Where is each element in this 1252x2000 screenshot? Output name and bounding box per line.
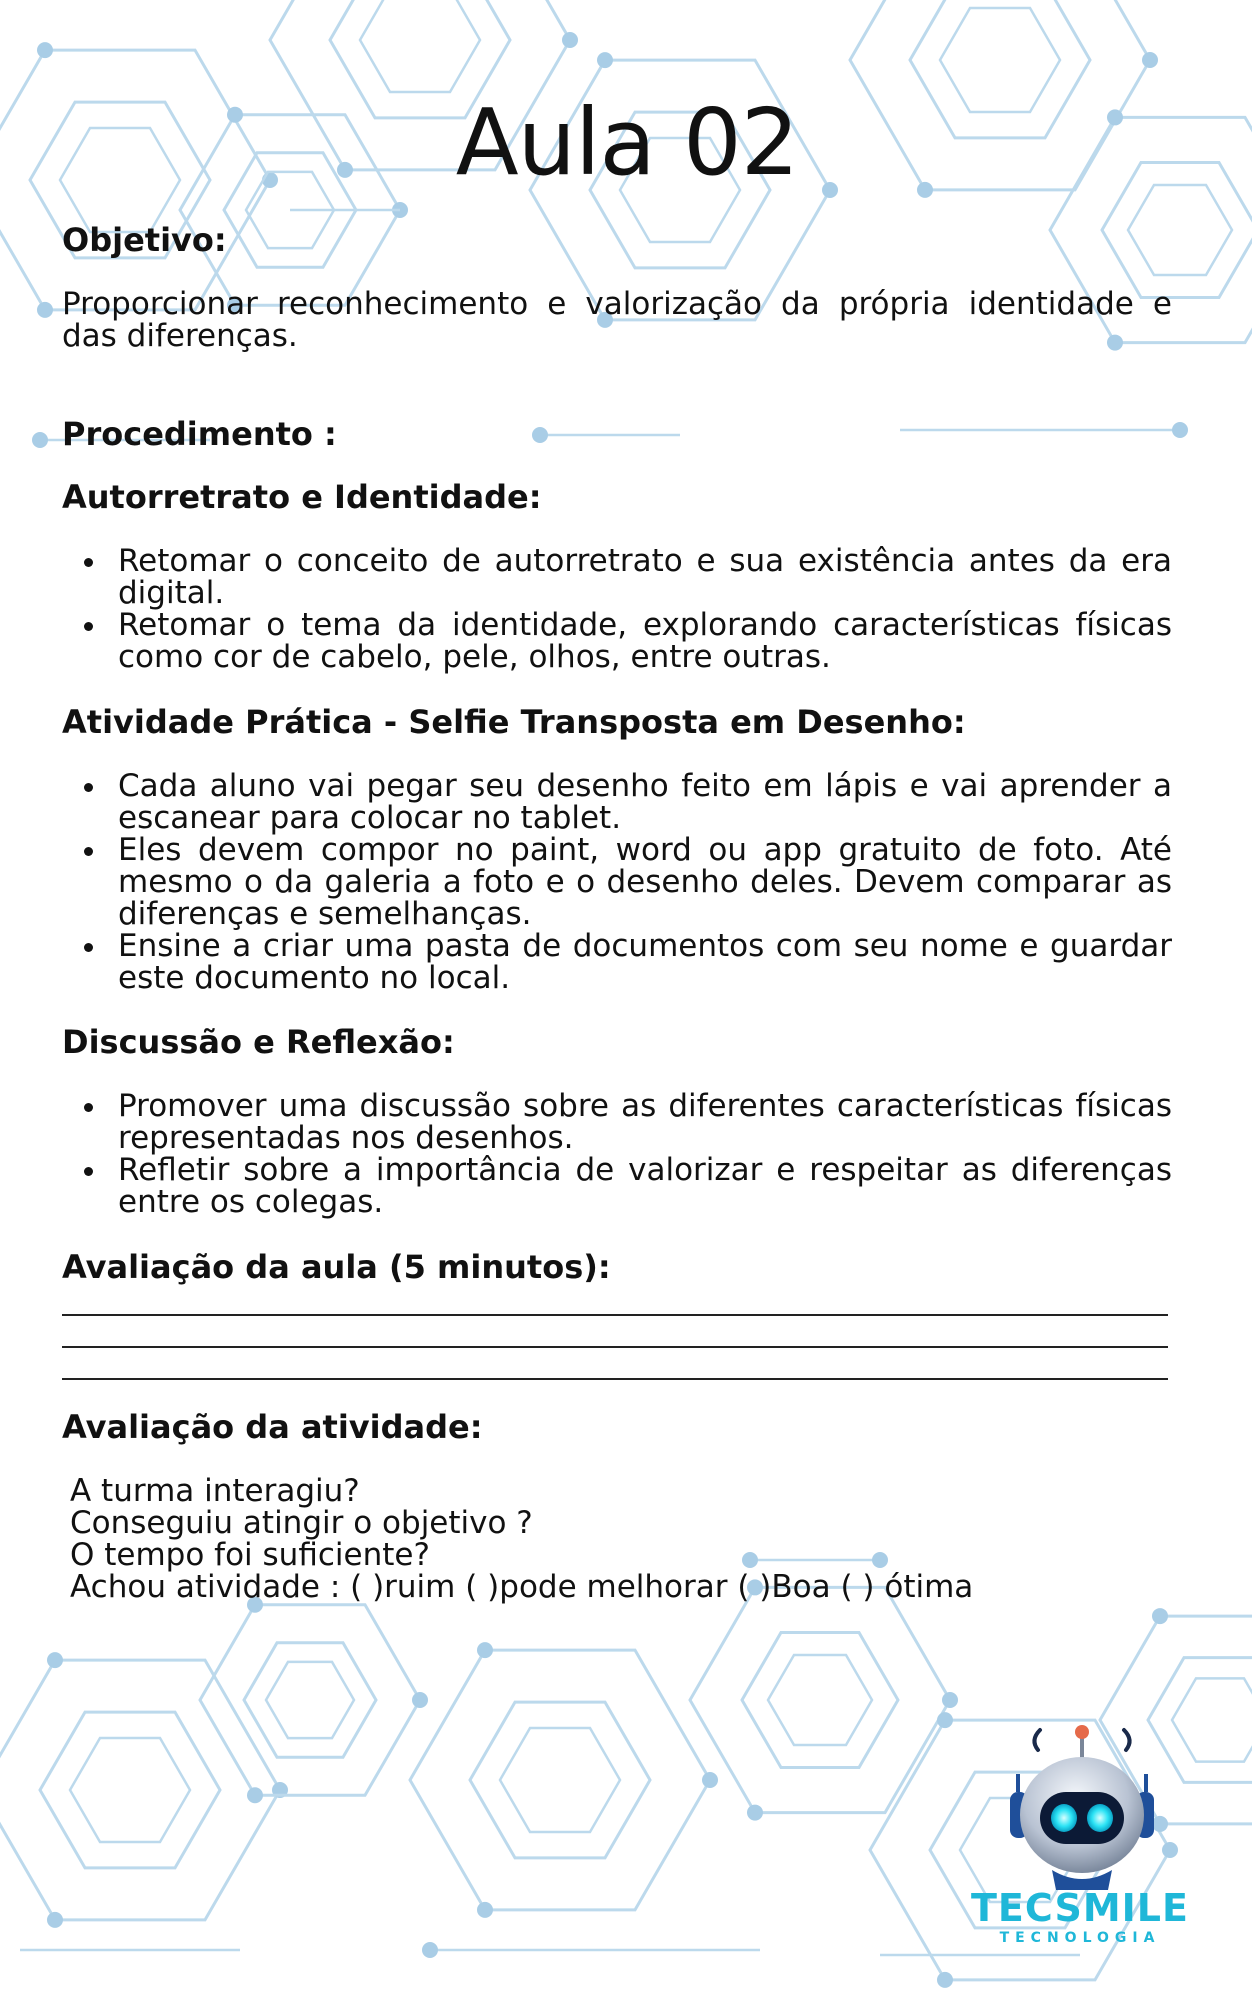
list-item: Promover uma discussão sobre as diferentes características físicas representadas nos desenhos. — [118, 1088, 1172, 1156]
circuit-node — [702, 1772, 718, 1788]
robot-icon — [960, 1720, 1200, 1890]
procedimento-heading: Procedimento : — [62, 415, 337, 453]
circuit-node — [247, 1787, 263, 1803]
answer-line — [62, 1314, 1168, 1316]
circuit-node — [1142, 52, 1158, 68]
circuit-node — [742, 1552, 758, 1568]
logo-subtitle: TECNOLOGIA — [999, 1930, 1161, 1946]
hexagon-shape — [360, 0, 480, 92]
atividade-list — [62, 770, 1172, 994]
circuit-node — [562, 32, 578, 48]
circuit-node — [37, 42, 53, 58]
hexagon-shape — [742, 1633, 898, 1768]
autorretrato-list — [62, 545, 1172, 673]
eval-question: A turma interagiu? — [70, 1473, 360, 1509]
answer-line — [62, 1378, 1168, 1380]
hexagon-shape — [244, 1643, 376, 1757]
circuit-node — [1152, 1608, 1168, 1624]
list-item: Cada aluno vai pegar seu desenho feito em lápis e vai aprender a escanear para colocar no tablet. — [118, 768, 1172, 836]
atividade-heading: Atividade Prática - Selfie Transposta em Desenho: — [62, 703, 966, 741]
answer-line — [62, 1346, 1168, 1348]
circuit-node — [1172, 422, 1188, 438]
hexagon-shape — [470, 1702, 650, 1858]
circuit-node — [47, 1912, 63, 1928]
circuit-node — [32, 432, 48, 448]
discussao-heading: Discussão e Reflexão: — [62, 1023, 455, 1061]
hexagon-shape — [410, 1650, 710, 1910]
hexagon-shape — [0, 1660, 280, 1920]
hexagon-shape — [500, 1728, 620, 1832]
circuit-node — [47, 1652, 63, 1668]
list-item: Retomar o conceito de autorretrato e sua existência antes da era digital. — [118, 543, 1172, 611]
eval-question: Conseguiu atingir o objetivo ? — [70, 1505, 533, 1541]
objetivo-heading: Objetivo: — [62, 221, 227, 259]
circuit-node — [937, 1712, 953, 1728]
circuit-node — [942, 1692, 958, 1708]
tecsmile-logo — [960, 1720, 1200, 1960]
list-item: Retomar o tema da identidade, explorando características físicas como cor de cabelo, pele, olhos, entre outras. — [118, 607, 1172, 675]
logo-wordmark: TECSMILE — [971, 1886, 1189, 1930]
avaliacao-aula-heading: Avaliação da aula (5 minutos): — [62, 1248, 611, 1286]
list-item: Eles devem compor no paint, word ou app gratuito de foto. Até mesmo o da galeria a foto e o desenho deles. Devem comparar as diferenças e semelhanças. — [118, 832, 1172, 932]
discussao-list — [62, 1090, 1172, 1218]
list-item: Refletir sobre a importância de valorizar e respeitar as diferenças entre os colegas. — [118, 1152, 1172, 1220]
circuit-node — [597, 52, 613, 68]
hexagon-shape — [768, 1655, 872, 1745]
circuit-node — [532, 427, 548, 443]
eval-question: O tempo foi suficiente? — [70, 1537, 430, 1573]
circuit-node — [422, 1942, 438, 1958]
circuit-node — [747, 1805, 763, 1821]
circuit-node — [412, 1692, 428, 1708]
hexagon-shape — [40, 1712, 220, 1868]
avaliacao-atividade-heading: Avaliação da atividade: — [62, 1408, 483, 1446]
page-title: Aula 02 — [455, 89, 799, 196]
hexagon-shape — [200, 1605, 420, 1796]
list-item: Ensine a criar uma pasta de documentos com seu nome e guardar este documento no local. — [118, 928, 1172, 996]
autorretrato-heading: Autorretrato e Identidade: — [62, 478, 542, 516]
circuit-node — [477, 1902, 493, 1918]
objetivo-text: Proporcionar reconhecimento e valorização da própria identidade e das diferenças. — [62, 286, 1172, 354]
hexagon-shape — [266, 1662, 354, 1738]
hexagon-shape — [70, 1738, 190, 1842]
hexagon-shape — [1128, 185, 1232, 275]
circuit-node — [37, 302, 53, 318]
circuit-node — [937, 1972, 953, 1988]
eval-rating-options: Achou atividade : ( )ruim ( )pode melhorar ( )Boa ( ) ótima — [70, 1569, 974, 1605]
circuit-node — [477, 1642, 493, 1658]
circuit-node — [872, 1552, 888, 1568]
